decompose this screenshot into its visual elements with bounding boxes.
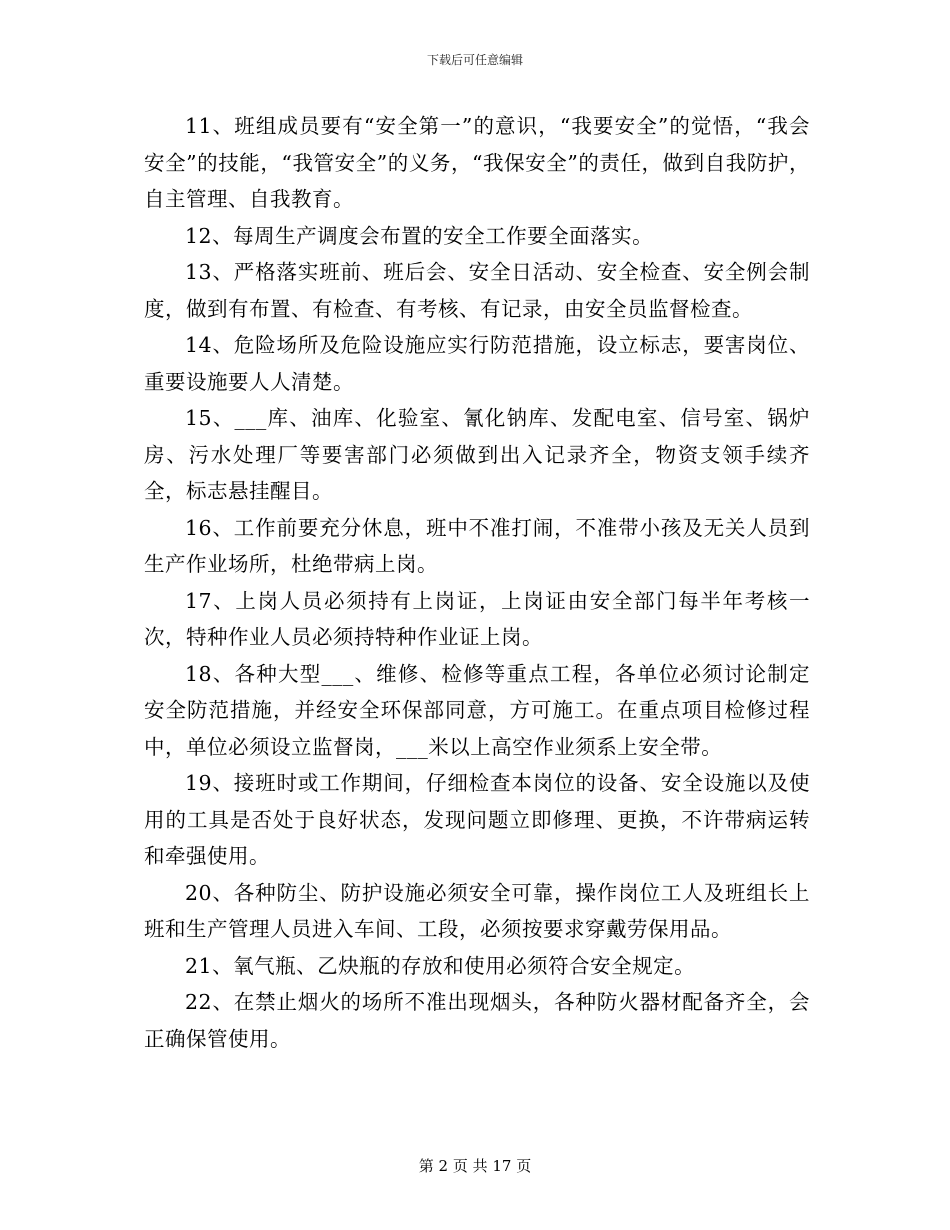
paragraph-17: 17、上岗人员必须持有上岗证，上岗证由安全部门每半年考核一次，特种作业人员必须持特种作业证上岗。 (144, 588, 810, 649)
paragraph-14: 14、危险场所及危险设施应实行防范措施，设立标志，要害岗位、重要设施要人人清楚。 (144, 333, 810, 394)
paragraph-19: 19、接班时或工作期间，仔细检查本岗位的设备、安全设施以及使用的工具是否处于良好状态，发现问题立即修理、更换，不许带病运转和牵强使用。 (144, 771, 810, 868)
paragraph-20: 20、各种防尘、防护设施必须安全可靠，操作岗位工人及班组长上班和生产管理人员进入车间、工段，必须按要求穿戴劳保用品。 (144, 880, 810, 941)
document-body (144, 108, 810, 1057)
paragraph-11: 11、班组成员要有“安全第一”的意识，“我要安全”的觉悟，“我会安全”的技能，“我管安全”的义务，“我保安全”的责任，做到自我防护，自主管理、自我教育。 (144, 114, 810, 211)
paragraph-15: 15、___库、油库、化验室、氰化钠库、发配电室、信号室、锅炉房、污水处理厂等要害部门必须做到出入记录齐全，物资支领手续齐全，标志悬挂醒目。 (144, 406, 810, 503)
paragraph-12: 12、每周生产调度会布置的安全工作要全面落实。 (185, 223, 654, 248)
page-header: 下载后可任意编辑 (426, 53, 523, 67)
paragraph-22: 22、在禁止烟火的场所不准出现烟头，各种防火器材配备齐全，会正确保管使用。 (144, 990, 810, 1051)
page-number: 第 2 页 共 17 页 (418, 1157, 532, 1175)
paragraph-16: 16、工作前要充分休息，班中不准打闹，不准带小孩及无关人员到生产作业场所，杜绝带病上岗。 (144, 515, 810, 576)
paragraph-21: 21、氧气瓶、乙炔瓶的存放和使用必须符合安全规定。 (185, 953, 696, 978)
paragraph-18: 18、各种大型___、维修、检修等重点工程，各单位必须讨论制定安全防范措施，并经安全环保部同意，方可施工。在重点项目检修过程中，单位必须设立监督岗，___米以上高空作业须系上安全带。 (144, 661, 810, 759)
paragraph-13: 13、严格落实班前、班后会、安全日活动、安全检查、安全例会制度，做到有布置、有检查、有考核、有记录，由安全员监督检查。 (144, 260, 810, 321)
